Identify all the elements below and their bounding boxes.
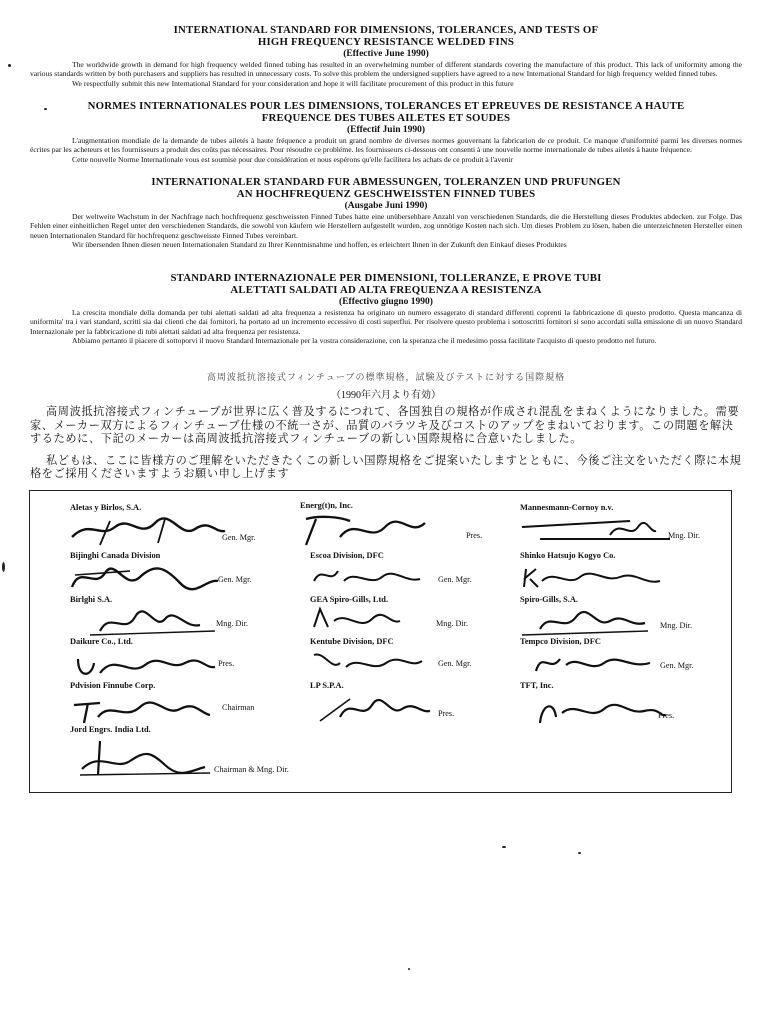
signatory-title: Gen. Mgr.: [222, 533, 256, 542]
french-paragraph-1: L'augmentation mondiale de la demande de tubes ailetés à haute fréquence a produit un grand nombre de diverses normes gouvernant la fabricarion de ce produit. Ce manque d'uniformité parmi les diverses normes écrites par les acheteurs et les fournisseurs a produit des coûts pas nécessaires. Pour résoudre ce probléme. les fournisseurs ci-dessous ont consenti à une nouvelle norme internationale de tubes ailetés à haute fréquence.: [30, 136, 742, 155]
italian-paragraph-1: La crescita mondiale della domanda per tubi alettati saldati ad alta frequenza a resistenza ha originato un numero essagerato di standard differenti coprenti la fabbricazione di questo prodotto. Questa mancanza di uniformita' tra i vari standard, scritti sia dai clienti che dai fornitori, ha portato ad un incremento eccessivo di costi superflui. Per risolvere questo problema i sottoscritti fornitori si sono accordati sulla emissione di un nuovo Standard Internazionale per la fabbricazione di tubi alettati saldati ad alta frequenza per resistenza.: [30, 308, 742, 336]
german-paragraph-1: Der weltweite Wachstum in der Nachfrage nach hochfrequenz geschweissten Finned Tubes hatte eine unübersehbare Anzahl von verschiedenen Standards, die die Herstellung dieses Produktes abdecken. zur Folge. Das Fehlen einer einheitlichen Regel unter den verschiedenen Standards, die sowohl von käufern wie Herstellern aufgestellt wurden, zog unnötige Kosten nach sich. Um dieses Problem zu lösen, haben die unterzeichneten Hersteller einen neuen Internationalen Standard für hochfrequenz geschweisste Finned Tubes vereinbart.: [30, 212, 742, 240]
german-effective-date: (Ausgabe Juni 1990): [344, 201, 428, 211]
signatory-title: Mng. Dir.: [436, 619, 469, 628]
signatory-title: Mng. Dir.: [216, 619, 249, 628]
english-section: [30, 24, 742, 88]
italian-section: [30, 272, 742, 346]
company-name: LP S.P.A.: [310, 681, 344, 690]
company-name: Bijinghi Canada Division: [70, 551, 161, 560]
french-section: [30, 100, 742, 164]
handwritten-signature: [310, 557, 450, 591]
japanese-effective-date: （1990年六月より有効）: [331, 390, 441, 401]
signatory-title: Gen. Mgr.: [438, 575, 472, 584]
german-title-line1: INTERNATIONALER STANDARD FUR ABMESSUNGEN, TOLERANZEN UND PRUFUNGEN: [151, 176, 621, 188]
handwritten-signature: [70, 687, 220, 727]
signatory-title: Pres.: [438, 709, 455, 718]
handwritten-signature: [520, 601, 680, 639]
german-section: [30, 176, 742, 250]
company-name: Kentube Division, DFC: [310, 637, 394, 646]
french-paragraph-2: Cette nouvelle Norme Internationale vous est soumise pour due considération et nous espérons qu'elle facilitera les achats de ce produit à l'avenir: [72, 154, 514, 164]
french-effective-date: (Effectif Juin 1990): [346, 125, 426, 135]
french-title-line2: FREQUENCE DES TUBES AILETES ET SOUDES: [261, 112, 511, 124]
english-effective-date: (Effective June 1990): [343, 49, 429, 59]
handwritten-signature: [310, 643, 450, 677]
company-name: Mannesmann-Cornoy n.v.: [520, 503, 614, 512]
japanese-paragraph-1: 高周波抵抗溶接式フィンチューブが世界に広く普及するにつれて、各国独自の規格が作成され混乱をまねくようになりました。需要家、メーカー双方によるフィンチューブ仕様の不統一さが、品質のバラツキ及びコストのアップをまねいております。この問題を解決するために、下記のメーカーは高周波抵抗溶接式フィンチューブの新しい国際規格に合意いたしました。: [30, 406, 740, 445]
signature-block: [310, 681, 530, 739]
signatory-title: Gen. Mgr.: [438, 659, 472, 668]
handwritten-signature: [520, 643, 680, 677]
japanese-paragraph-2: 私どもは、ここに皆様方のご理解をいただきたくこの新しい国際規格をご提案いたしますとともに、今後ご注文をいただく際に本規格をご採用くださいますようお願い申し上げます: [30, 454, 742, 480]
scan-speck: [2, 562, 5, 572]
handwritten-signature: [70, 731, 220, 779]
signatory-title: Pres.: [658, 711, 675, 720]
signatory-title: Gen. Mgr.: [660, 661, 694, 670]
scan-speck: [502, 846, 506, 848]
company-name: Aletas y Birlos, S.A.: [70, 503, 142, 512]
signatory-title: Pres.: [466, 531, 483, 540]
handwritten-signature: [520, 557, 680, 593]
company-name: Daikure Co., Ltd.: [70, 637, 133, 646]
company-name: Escoa Division, DFC: [310, 551, 384, 560]
english-title-line2: HIGH FREQUENCY RESISTANCE WELDED FINS: [257, 36, 515, 48]
signatory-title: Mng. Dir.: [660, 621, 693, 630]
italian-paragraph-2: Abbiamo pertanto il piacere di sottoporvi il nuovo Standard Internazionale per la vostra considerazione, con la speranza che il medesimo possa facilitate l'acquisto di questo prodotto nel futuro.: [72, 336, 657, 346]
company-name: Birlghi S.A.: [70, 595, 113, 604]
company-name: Energ(t)n, Inc.: [300, 501, 353, 510]
english-paragraph-1: The worldwide growth in demand for high frequency welded finned tubing has resulted in an overwhelming number of different standards covering the manufacture of this product. This lack of uniformity among the various standards written by both purchasers and suppliers has resulted in unnecessary costs. To solve this problem the undersigned suppliers have agreed to a new International Standard for high frequency welded finned tubes.: [30, 60, 742, 79]
handwritten-signature: [70, 557, 230, 597]
signatory-title: Chairman: [222, 703, 255, 712]
company-name: Pdvision Finnube Corp.: [70, 681, 156, 690]
handwritten-signature: [310, 687, 450, 725]
scan-speck: [44, 108, 47, 110]
italian-title-line2: ALETTATI SALDATI AD ALTA FREQUENZA A RESISTENZA: [230, 284, 542, 296]
signature-block: [520, 681, 740, 739]
signature-block: [70, 725, 330, 783]
company-name: Jord Engrs. India Ltd.: [70, 725, 151, 734]
italian-effective-date: (Effectivo giugno 1990): [339, 297, 433, 307]
french-title-line1: NORMES INTERNATIONALES POUR LES DIMENSIONS, TOLERANCES ET EPREUVES DE RESISTANCE A HAUTE: [87, 100, 685, 112]
signatory-title: Pres.: [218, 659, 235, 668]
scan-speck: [8, 64, 11, 67]
german-paragraph-2: Wir übersenden Ihnen diesen neuen Internationalen Standard zu Ihrer Kenntnisnahme und hoffen, es erleichtert Ihnen in der Zukunft den Einkauf dieses Produktes: [72, 240, 567, 250]
japanese-section: [30, 371, 742, 482]
english-title-line1: INTERNATIONAL STANDARD FOR DIMENSIONS, TOLERANCES, AND TESTS OF: [173, 24, 599, 36]
german-title-line2: AN HOCHFREQUENZ GESCHWEISSTEN FINNED TUBES: [236, 188, 536, 200]
english-paragraph-2: We respectfully submit this new International Standard for your consideration and hope it will facilitate procurement of this product in this future: [72, 78, 514, 88]
japanese-title: 高周波抵抗溶接式フィンチューブの標準規格，試験及びテストに対する国際規格: [206, 372, 566, 382]
company-name: Spiro-Gills, S.A.: [520, 595, 579, 604]
company-name: Shinko Hatsujo Kogyo Co.: [520, 551, 616, 560]
company-name: TFT, Inc.: [520, 681, 554, 690]
handwritten-signature: [520, 509, 680, 547]
signatory-title: Mng. Dir.: [668, 531, 701, 540]
signatory-title: Chairman & Mng. Dir.: [214, 765, 289, 774]
handwritten-signature: [300, 507, 450, 549]
company-name: Tempco Division, DFC: [520, 637, 601, 646]
handwritten-signature: [520, 687, 680, 727]
signatory-title: Gen. Mgr.: [218, 575, 252, 584]
company-name: GEA Spiro-Gills, Ltd.: [310, 595, 389, 604]
signature-box: [29, 490, 732, 793]
handwritten-signature: [70, 643, 220, 683]
italian-title-line1: STANDARD INTERNAZIONALE PER DIMENSIONI, TOLLERANZE, E PROVE TUBI: [170, 272, 602, 284]
handwritten-signature: [70, 601, 220, 641]
scan-speck: [408, 968, 410, 970]
scan-speck: [578, 852, 581, 854]
handwritten-signature: [310, 601, 450, 635]
handwritten-signature: [70, 509, 230, 549]
